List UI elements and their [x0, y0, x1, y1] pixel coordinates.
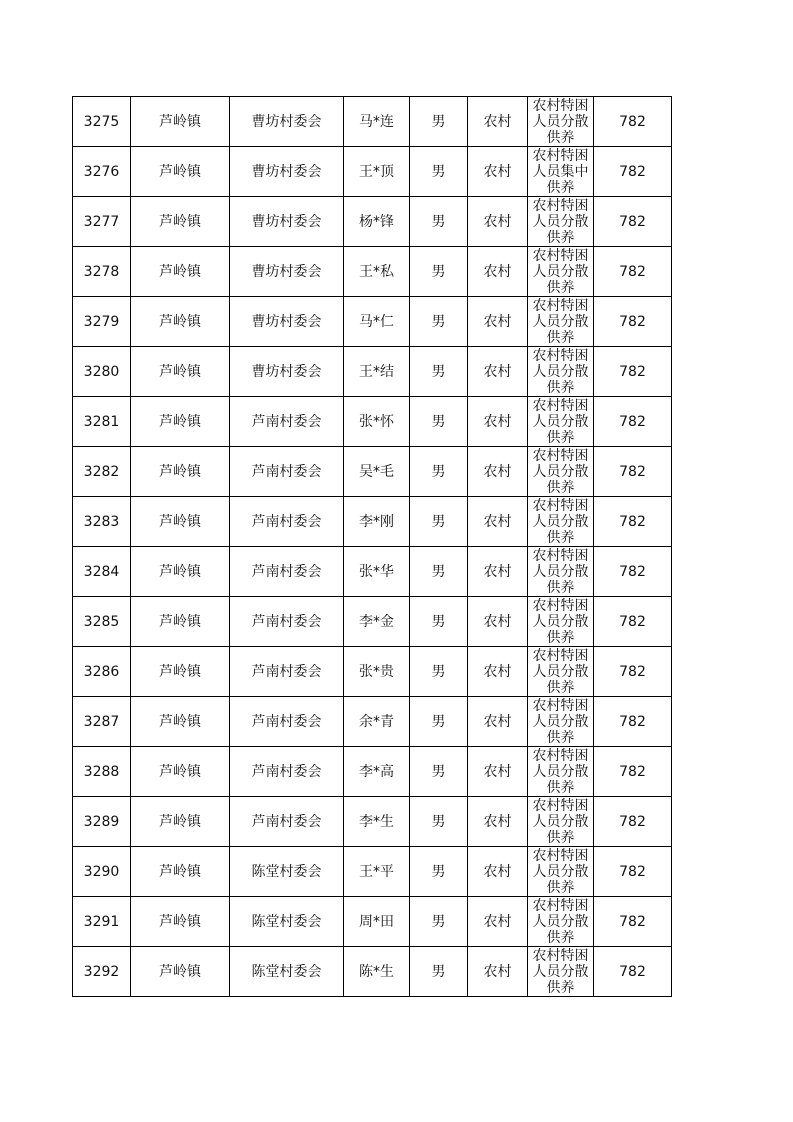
- cell-id: 3290: [73, 847, 131, 897]
- cell-amount: 782: [594, 297, 672, 347]
- cell-town: 芦岭镇: [131, 597, 230, 647]
- cell-category: [528, 397, 594, 447]
- cell-name: 李*金: [344, 597, 410, 647]
- cell-category: [528, 197, 594, 247]
- cell-category-text: 农村特困人员集中供养: [532, 148, 589, 196]
- table-row: [73, 947, 672, 997]
- roster-table-container: [72, 96, 671, 997]
- cell-village: 芦南村委会: [230, 697, 344, 747]
- table-row: [73, 497, 672, 547]
- cell-town: 芦岭镇: [131, 97, 230, 147]
- cell-id: 3276: [73, 147, 131, 197]
- cell-village: 芦南村委会: [230, 797, 344, 847]
- cell-town: 芦岭镇: [131, 447, 230, 497]
- cell-area: 农村: [468, 597, 528, 647]
- table-row: [73, 247, 672, 297]
- cell-village: 芦南村委会: [230, 547, 344, 597]
- cell-gender: 男: [410, 97, 468, 147]
- cell-area: 农村: [468, 347, 528, 397]
- cell-category: [528, 647, 594, 697]
- cell-area: 农村: [468, 397, 528, 447]
- cell-name: 李*生: [344, 797, 410, 847]
- cell-category: [528, 797, 594, 847]
- table-row: [73, 397, 672, 447]
- cell-category: [528, 697, 594, 747]
- cell-amount: 782: [594, 947, 672, 997]
- cell-category: [528, 147, 594, 197]
- cell-village: 曹坊村委会: [230, 197, 344, 247]
- cell-category-text: 农村特困人员分散供养: [532, 198, 589, 246]
- cell-village: 陈堂村委会: [230, 847, 344, 897]
- cell-town: 芦岭镇: [131, 147, 230, 197]
- cell-area: 农村: [468, 847, 528, 897]
- cell-id: 3279: [73, 297, 131, 347]
- table-row: [73, 147, 672, 197]
- cell-id: 3283: [73, 497, 131, 547]
- cell-town: 芦岭镇: [131, 647, 230, 697]
- cell-area: 农村: [468, 247, 528, 297]
- table-row: [73, 697, 672, 747]
- cell-category-text: 农村特困人员分散供养: [532, 448, 589, 496]
- cell-amount: 782: [594, 197, 672, 247]
- cell-name: 李*高: [344, 747, 410, 797]
- cell-name: 王*顶: [344, 147, 410, 197]
- cell-gender: 男: [410, 947, 468, 997]
- cell-id: 3281: [73, 397, 131, 447]
- cell-area: 农村: [468, 697, 528, 747]
- cell-category-text: 农村特困人员分散供养: [532, 248, 589, 296]
- cell-village: 曹坊村委会: [230, 97, 344, 147]
- cell-name: 余*青: [344, 697, 410, 747]
- cell-area: 农村: [468, 797, 528, 847]
- cell-village: 芦南村委会: [230, 747, 344, 797]
- cell-amount: 782: [594, 747, 672, 797]
- table-row: [73, 447, 672, 497]
- cell-town: 芦岭镇: [131, 547, 230, 597]
- table-row: [73, 347, 672, 397]
- table-row: [73, 847, 672, 897]
- cell-village: 曹坊村委会: [230, 147, 344, 197]
- cell-id: 3285: [73, 597, 131, 647]
- cell-category: [528, 897, 594, 947]
- cell-amount: 782: [594, 447, 672, 497]
- cell-area: 农村: [468, 647, 528, 697]
- cell-gender: 男: [410, 647, 468, 697]
- cell-area: 农村: [468, 747, 528, 797]
- cell-category-text: 农村特困人员分散供养: [532, 398, 589, 446]
- table-row: [73, 97, 672, 147]
- roster-table-body: [73, 97, 672, 997]
- cell-category: [528, 597, 594, 647]
- cell-id: 3291: [73, 897, 131, 947]
- cell-village: 陈堂村委会: [230, 897, 344, 947]
- cell-category-text: 农村特困人员分散供养: [532, 898, 589, 946]
- cell-village: 芦南村委会: [230, 447, 344, 497]
- cell-village: 曹坊村委会: [230, 347, 344, 397]
- cell-amount: 782: [594, 697, 672, 747]
- cell-gender: 男: [410, 397, 468, 447]
- cell-category: [528, 947, 594, 997]
- cell-category: [528, 847, 594, 897]
- cell-village: 曹坊村委会: [230, 247, 344, 297]
- cell-village: 曹坊村委会: [230, 297, 344, 347]
- cell-name: 张*怀: [344, 397, 410, 447]
- cell-name: 张*华: [344, 547, 410, 597]
- cell-name: 杨*锋: [344, 197, 410, 247]
- cell-id: 3292: [73, 947, 131, 997]
- cell-gender: 男: [410, 847, 468, 897]
- cell-id: 3275: [73, 97, 131, 147]
- cell-gender: 男: [410, 247, 468, 297]
- cell-amount: 782: [594, 147, 672, 197]
- cell-amount: 782: [594, 547, 672, 597]
- cell-area: 农村: [468, 297, 528, 347]
- cell-gender: 男: [410, 747, 468, 797]
- cell-name: 吴*毛: [344, 447, 410, 497]
- cell-name: 周*田: [344, 897, 410, 947]
- cell-gender: 男: [410, 697, 468, 747]
- cell-amount: 782: [594, 247, 672, 297]
- cell-category-text: 农村特困人员分散供养: [532, 548, 589, 596]
- cell-gender: 男: [410, 897, 468, 947]
- cell-id: 3287: [73, 697, 131, 747]
- cell-name: 陈*生: [344, 947, 410, 997]
- cell-amount: 782: [594, 647, 672, 697]
- cell-gender: 男: [410, 297, 468, 347]
- cell-village: 芦南村委会: [230, 497, 344, 547]
- cell-amount: 782: [594, 397, 672, 447]
- cell-area: 农村: [468, 547, 528, 597]
- cell-amount: 782: [594, 847, 672, 897]
- table-row: [73, 597, 672, 647]
- cell-amount: 782: [594, 897, 672, 947]
- cell-amount: 782: [594, 797, 672, 847]
- cell-category: [528, 547, 594, 597]
- cell-category-text: 农村特困人员分散供养: [532, 798, 589, 846]
- cell-town: 芦岭镇: [131, 897, 230, 947]
- cell-id: 3278: [73, 247, 131, 297]
- cell-category-text: 农村特困人员分散供养: [532, 348, 589, 396]
- cell-id: 3280: [73, 347, 131, 397]
- table-row: [73, 747, 672, 797]
- cell-id: 3277: [73, 197, 131, 247]
- cell-amount: 782: [594, 347, 672, 397]
- cell-name: 李*刚: [344, 497, 410, 547]
- cell-town: 芦岭镇: [131, 497, 230, 547]
- cell-id: 3288: [73, 747, 131, 797]
- cell-town: 芦岭镇: [131, 397, 230, 447]
- cell-village: 芦南村委会: [230, 647, 344, 697]
- cell-area: 农村: [468, 497, 528, 547]
- cell-category-text: 农村特困人员分散供养: [532, 748, 589, 796]
- cell-category: [528, 97, 594, 147]
- cell-gender: 男: [410, 197, 468, 247]
- cell-town: 芦岭镇: [131, 797, 230, 847]
- cell-category-text: 农村特困人员分散供养: [532, 498, 589, 546]
- cell-amount: 782: [594, 497, 672, 547]
- cell-gender: 男: [410, 497, 468, 547]
- cell-category-text: 农村特困人员分散供养: [532, 948, 589, 996]
- cell-area: 农村: [468, 947, 528, 997]
- cell-gender: 男: [410, 447, 468, 497]
- cell-town: 芦岭镇: [131, 297, 230, 347]
- cell-town: 芦岭镇: [131, 847, 230, 897]
- cell-town: 芦岭镇: [131, 347, 230, 397]
- cell-gender: 男: [410, 797, 468, 847]
- cell-area: 农村: [468, 97, 528, 147]
- cell-area: 农村: [468, 147, 528, 197]
- cell-category-text: 农村特困人员分散供养: [532, 598, 589, 646]
- cell-category-text: 农村特困人员分散供养: [532, 648, 589, 696]
- cell-category: [528, 497, 594, 547]
- cell-name: 王*私: [344, 247, 410, 297]
- cell-village: 芦南村委会: [230, 597, 344, 647]
- cell-area: 农村: [468, 897, 528, 947]
- cell-category-text: 农村特困人员分散供养: [532, 98, 589, 146]
- cell-id: 3282: [73, 447, 131, 497]
- cell-name: 马*连: [344, 97, 410, 147]
- cell-name: 马*仁: [344, 297, 410, 347]
- cell-category-text: 农村特困人员分散供养: [532, 298, 589, 346]
- cell-category-text: 农村特困人员分散供养: [532, 698, 589, 746]
- cell-category: [528, 747, 594, 797]
- cell-area: 农村: [468, 197, 528, 247]
- cell-gender: 男: [410, 147, 468, 197]
- cell-gender: 男: [410, 547, 468, 597]
- table-row: [73, 897, 672, 947]
- cell-village: 陈堂村委会: [230, 947, 344, 997]
- cell-name: 王*结: [344, 347, 410, 397]
- cell-village: 芦南村委会: [230, 397, 344, 447]
- cell-category: [528, 447, 594, 497]
- cell-id: 3284: [73, 547, 131, 597]
- cell-category: [528, 297, 594, 347]
- cell-town: 芦岭镇: [131, 197, 230, 247]
- cell-name: 张*贵: [344, 647, 410, 697]
- cell-name: 王*平: [344, 847, 410, 897]
- cell-town: 芦岭镇: [131, 247, 230, 297]
- table-row: [73, 197, 672, 247]
- cell-town: 芦岭镇: [131, 947, 230, 997]
- cell-area: 农村: [468, 447, 528, 497]
- cell-town: 芦岭镇: [131, 747, 230, 797]
- cell-id: 3286: [73, 647, 131, 697]
- cell-amount: 782: [594, 597, 672, 647]
- table-row: [73, 547, 672, 597]
- roster-table: [72, 96, 672, 997]
- cell-town: 芦岭镇: [131, 697, 230, 747]
- cell-category: [528, 247, 594, 297]
- cell-amount: 782: [594, 97, 672, 147]
- cell-id: 3289: [73, 797, 131, 847]
- cell-gender: 男: [410, 347, 468, 397]
- cell-category-text: 农村特困人员分散供养: [532, 848, 589, 896]
- table-row: [73, 297, 672, 347]
- cell-category: [528, 347, 594, 397]
- table-row: [73, 647, 672, 697]
- cell-gender: 男: [410, 597, 468, 647]
- table-row: [73, 797, 672, 847]
